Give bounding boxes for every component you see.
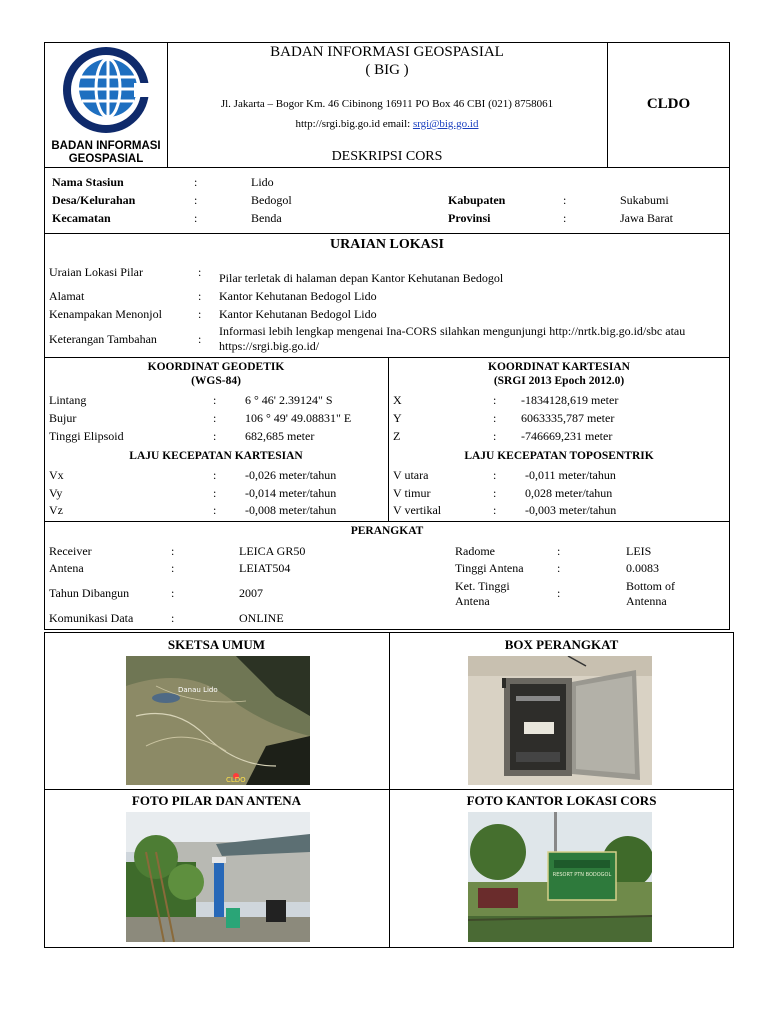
komunikasi-value: ONLINE	[239, 611, 284, 625]
ket-tinggi-value-line1: Bottom of	[626, 579, 676, 593]
tahun-label: Tahun Dibangun	[49, 586, 130, 600]
receiver-label: Receiver	[49, 544, 92, 558]
antena-label: Antena	[49, 561, 84, 575]
sep: :	[194, 193, 198, 207]
ket-tinggi-value	[626, 579, 675, 609]
web-prefix: http://srgi.big.go.id email:	[295, 118, 413, 130]
x-value: -1834128,619 meter	[521, 393, 619, 407]
kantor-title: FOTO KANTOR LOKASI CORS	[466, 793, 657, 808]
vvertikal-value: -0,003 meter/tahun	[525, 503, 617, 517]
desa-value: Bedogol	[251, 193, 292, 207]
desa-label: Desa/Kelurahan	[52, 193, 136, 207]
z-value: -746669,231 meter	[521, 429, 613, 443]
receiver-value: LEICA GR50	[239, 544, 306, 558]
sep: :	[198, 289, 202, 303]
lintang-label: Lintang	[49, 393, 87, 407]
sep: :	[171, 544, 175, 558]
alamat-value: Kantor Kehutanan Bedogol Lido	[219, 289, 377, 303]
nama-label: Nama Stasiun	[52, 175, 124, 189]
vx-label: Vx	[49, 468, 64, 482]
tahun-value: 2007	[239, 586, 263, 600]
sep: :	[198, 265, 202, 279]
box-perangkat-image	[468, 656, 652, 785]
logo-text-line1: BADAN INFORMASI	[51, 140, 161, 152]
vtimur-label: V timur	[393, 486, 431, 500]
box-title: BOX PERANGKAT	[504, 637, 619, 652]
doc-title: DESKRIPSI CORS	[331, 149, 443, 164]
sep: :	[493, 503, 497, 517]
email-link[interactable]: srgi@big.go.id	[412, 118, 479, 130]
provinsi-label: Provinsi	[448, 211, 491, 225]
radome-label: Radome	[455, 544, 495, 558]
ket-tinggi-value-line2: Antenna	[626, 594, 667, 608]
kantor-image	[468, 812, 652, 942]
sep: :	[213, 503, 217, 517]
kabupaten-label: Kabupaten	[448, 193, 506, 207]
kenampakan-label: Kenampakan Menonjol	[49, 307, 162, 321]
divider	[44, 233, 730, 234]
antena-value: LEIAT504	[239, 561, 291, 575]
org-abbr: ( BIG )	[365, 62, 409, 78]
kecamatan-label: Kecamatan	[52, 211, 111, 225]
sep: :	[563, 193, 567, 207]
sep: :	[557, 561, 561, 575]
sketsa-title: SKETSA UMUM	[167, 637, 266, 652]
divider	[44, 167, 730, 168]
big-logo	[54, 45, 160, 135]
sep: :	[213, 429, 217, 443]
vx-value: -0,026 meter/tahun	[245, 468, 337, 482]
sep: :	[563, 211, 567, 225]
sep: :	[198, 332, 202, 346]
komunikasi-label: Komunikasi Data	[49, 611, 134, 625]
x-label: X	[393, 393, 402, 407]
map-label-cldo: CLDO	[226, 776, 246, 784]
tinggi-elipsoid-label: Tinggi Elipsoid	[49, 429, 124, 443]
kenampakan-value: Kantor Kehutanan Bedogol Lido	[219, 307, 377, 321]
nama-value: Lido	[251, 175, 274, 189]
sep: :	[493, 468, 497, 482]
lintang-value: 6 ° 46' 2.39124" S	[245, 393, 333, 407]
keterangan-label: Keterangan Tambahan	[49, 332, 157, 346]
uraian-value: Pilar terletak di halaman depan Kantor Kehutanan Bedogol	[219, 271, 504, 285]
y-value: 6063335,787 meter	[521, 411, 615, 425]
sep: :	[493, 411, 497, 425]
pilar-antena-image	[126, 812, 310, 942]
sketsa-map-image	[126, 656, 310, 785]
alamat-label: Alamat	[49, 289, 85, 303]
org-address: Jl. Jakarta – Bogor Km. 46 Cibinong 16911 PO Box 46 CBI (021) 8758061	[220, 98, 554, 110]
station-code: CLDO	[646, 96, 691, 112]
sep: :	[493, 393, 497, 407]
kecamatan-value: Benda	[251, 211, 282, 225]
sep: :	[213, 411, 217, 425]
y-label: Y	[393, 411, 402, 425]
geodetik-subtitle: (WGS-84)	[191, 375, 241, 387]
divider	[44, 357, 730, 358]
provinsi-value: Jawa Barat	[620, 211, 673, 225]
vz-label: Vz	[49, 503, 63, 517]
sep: :	[493, 486, 497, 500]
sep: :	[171, 586, 175, 600]
vy-label: Vy	[49, 486, 63, 500]
sep: :	[171, 611, 175, 625]
keterangan-value: Informasi lebih lengkap mengenai Ina-CORS silahkan mengunjungi http://nrtk.big.go.id/sbc atau https://srgi.big.go.id/	[219, 324, 686, 353]
sep: :	[493, 429, 497, 443]
sep: :	[557, 544, 561, 558]
sep: :	[213, 468, 217, 482]
sep: :	[171, 561, 175, 575]
kabupaten-value: Sukabumi	[620, 193, 669, 207]
globe-logo-icon	[54, 45, 160, 135]
laju-kartesian-title: LAJU KECEPATAN KARTESIAN	[129, 450, 303, 462]
kartesian-subtitle: (SRGI 2013 Epoch 2012.0)	[493, 375, 625, 387]
vtimur-value: 0,028 meter/tahun	[525, 486, 613, 500]
ket-tinggi-label-line2: Antena	[455, 594, 490, 608]
uraian-title: URAIAN LOKASI	[330, 237, 444, 252]
kantor-sign-text: RESORT PTN BODOGOL	[552, 872, 612, 878]
perangkat-title: PERANGKAT	[350, 525, 424, 537]
z-label: Z	[393, 429, 401, 443]
bujur-label: Bujur	[49, 411, 77, 425]
pilar-title: FOTO PILAR DAN ANTENA	[131, 793, 302, 808]
sep: :	[198, 307, 202, 321]
sep: :	[194, 211, 198, 225]
sep: :	[213, 393, 217, 407]
kartesian-title: KOORDINAT KARTESIAN	[488, 361, 630, 373]
divider	[389, 632, 390, 948]
sep: :	[557, 586, 561, 600]
divider	[44, 521, 730, 522]
vutara-value: -0,011 meter/tahun	[525, 468, 616, 482]
map-label-lake: Danau Lido	[178, 686, 218, 694]
bujur-value: 106 ° 49' 49.08831" E	[245, 411, 352, 425]
divider	[44, 789, 734, 790]
ket-tinggi-label-line1: Ket. Tinggi	[455, 579, 510, 593]
vutara-label: V utara	[393, 468, 429, 482]
vvertikal-label: V vertikal	[393, 503, 442, 517]
sep: :	[213, 486, 217, 500]
org-name: BADAN INFORMASI GEOSPASIAL	[270, 44, 504, 60]
radome-value: LEIS	[626, 544, 652, 558]
org-web	[167, 118, 607, 130]
tinggi-antena-value: 0.0083	[626, 561, 659, 575]
logo-text-line2: GEOSPASIAL	[68, 153, 144, 165]
vy-value: -0,014 meter/tahun	[245, 486, 337, 500]
uraian-label: Uraian Lokasi Pilar	[49, 265, 143, 279]
sep: :	[194, 175, 198, 189]
ket-tinggi-label	[455, 579, 510, 609]
tinggi-antena-label: Tinggi Antena	[455, 561, 524, 575]
vz-value: -0,008 meter/tahun	[245, 503, 337, 517]
laju-toposentrik-title: LAJU KECEPATAN TOPOSENTRIK	[464, 450, 654, 462]
geodetik-title: KOORDINAT GEODETIK	[147, 361, 285, 373]
tinggi-elipsoid-value: 682,685 meter	[245, 429, 315, 443]
